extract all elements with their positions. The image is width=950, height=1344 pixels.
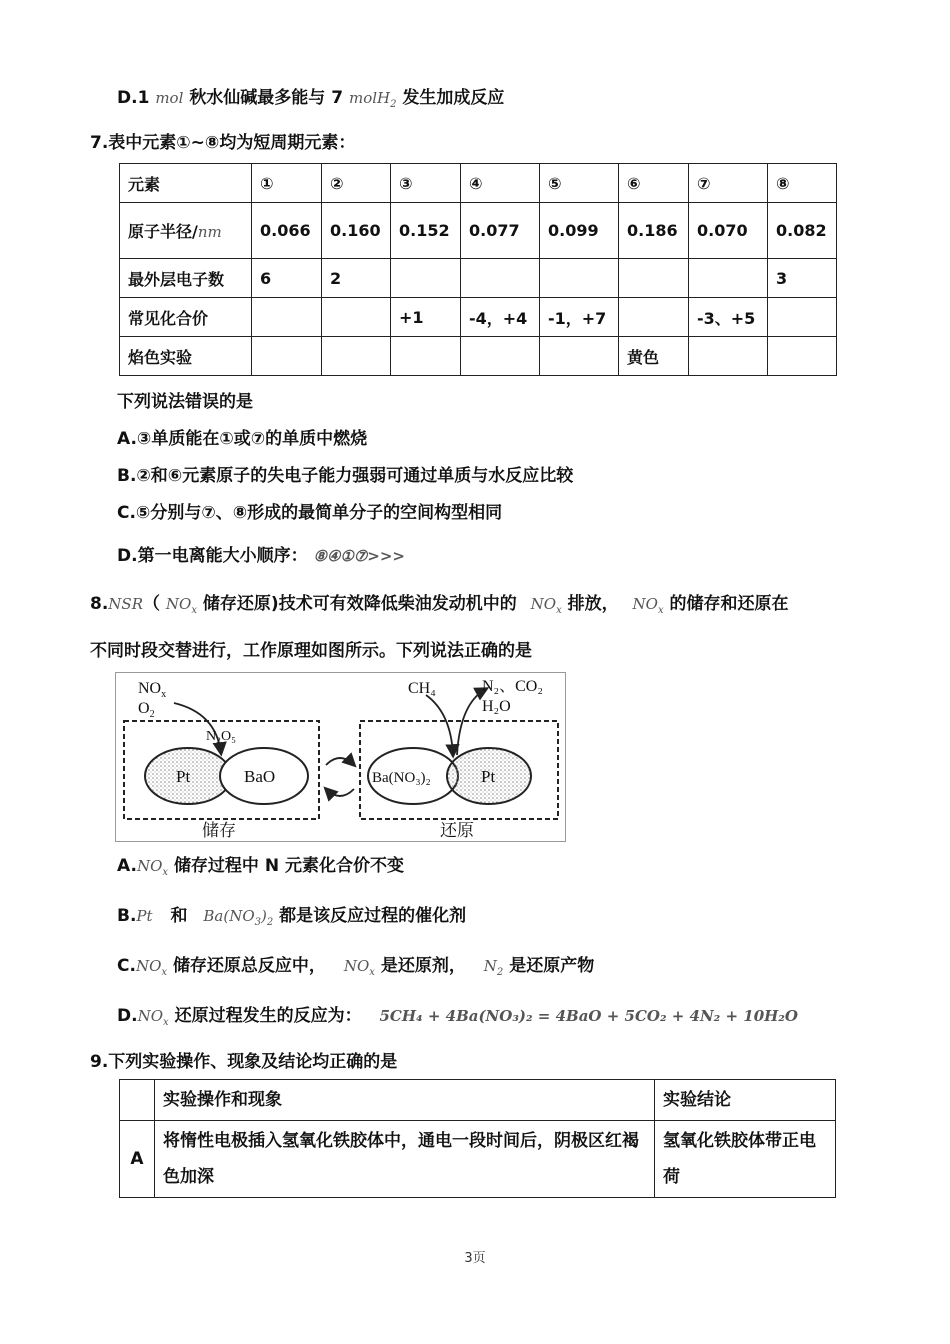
q8-option-a: $A.NO_x$ 储存过程中 N 元素化合价不变	[117, 856, 405, 878]
q8-stem-line1: 8.NSR（ $NO_x$ 储存还原)技术可有效降低柴油发动机中的 $NO_x$ 排放， $NO_x$ 的储存和还原在	[90, 594, 789, 616]
unit-nm: nm	[197, 223, 222, 241]
cycle-arrow-top	[326, 758, 354, 765]
nox-term: $NO_x$	[530, 595, 562, 616]
label-pt-right: Pt	[481, 767, 496, 786]
q7-option-b: B.②和⑥元素原子的失电子能力强弱可通过单质与水反应比较	[117, 466, 574, 486]
table-row: 常见化合价 +1 -4，+4 -1，+7 -3、+5	[120, 298, 837, 337]
q7-option-d: D.第一电离能大小顺序： ⑧④①⑦>>>	[117, 546, 405, 566]
q6d-prefix: D.1	[117, 88, 150, 108]
label-n2o5: N₂O₅	[206, 729, 236, 744]
nox-term: $NO_x$	[135, 957, 168, 978]
nsr-diagram-svg	[116, 673, 565, 841]
label-ba-nitrate: Ba(NO₃)₂	[372, 770, 431, 786]
q7-option-a: A.③单质能在①或⑦的单质中燃烧	[117, 429, 368, 449]
label-ch4: CH₄	[408, 680, 436, 697]
cycle-arrow-bottom	[326, 789, 354, 796]
table-header-row: 元素 ① ② ③ ④ ⑤ ⑥ ⑦ ⑧	[120, 164, 837, 203]
label-h2o: H₂O	[482, 698, 511, 715]
unit-molh2: molH$_2$	[348, 89, 397, 110]
nox-term: $NO_x$	[136, 857, 169, 878]
nox-in-arrow	[174, 703, 221, 753]
q8-option-d: $D.NO_x$ 还原过程发生的反应为： 5CH₄ + 4Ba(NO₃)₂ = 4BaO + 5CO₂ + 4N₂ + 10H₂O	[117, 1006, 798, 1028]
nsr-term: NSR	[108, 595, 143, 613]
label-pt-left: Pt	[176, 767, 191, 786]
experiment-table	[119, 1079, 836, 1198]
table-header-row: 实验操作和现象 实验结论	[120, 1080, 836, 1121]
pt-term: Pt	[136, 907, 153, 925]
nox-term: $NO_x$	[165, 595, 197, 616]
q6d-suffix: 发生加成反应	[402, 88, 505, 108]
q6d-text: 秋水仙碱最多能与 7	[189, 88, 344, 108]
table-row: A 将惰性电极插入氢氧化铁胶体中，通电一段时间后，阴极区红褐色加深 氢氧化铁胶体带正电荷	[120, 1121, 836, 1198]
label-bao: BaO	[244, 767, 276, 786]
page-number: 3页	[464, 1251, 486, 1266]
label-n2-co2: N₂、CO₂	[482, 678, 543, 695]
nox-term: $NO_x$	[632, 595, 664, 616]
q7-question: 下列说法错误的是	[117, 392, 253, 412]
label-o2: $O_2$	[138, 700, 155, 720]
table-row: 最外层电子数 6 2 3	[120, 259, 837, 298]
ba-nitrate-term: $Ba(NO_3)_2$	[203, 907, 274, 928]
q7-option-c: C.⑤分别与⑦、⑧形成的最简单分子的空间构型相同	[117, 503, 503, 523]
q8-option-b: B.Pt 和 $Ba(NO_3)_2$ 都是该反应过程的催化剂	[117, 906, 467, 928]
ch4-arrow	[426, 695, 453, 755]
table-row: 焰色实验 黄色	[120, 337, 837, 376]
nsr-diagram	[115, 672, 566, 842]
nox-term: $NO_x$	[343, 957, 375, 978]
q6-option-d	[117, 86, 504, 117]
nox-term: $NO_x$	[137, 1007, 169, 1028]
q7-stem: 7.表中元素①~⑧均为短周期元素：	[90, 133, 356, 153]
unit-mol: mol	[155, 89, 184, 107]
ionization-order: ⑧④①⑦>>>	[313, 547, 405, 565]
reduction-equation: 5CH₄ + 4Ba(NO₃)₂ = 4BaO + 5CO₂ + 4N₂ + 10H₂O	[379, 1007, 798, 1025]
q8-option-c: $C.NO_x$ 储存还原总反应中， $NO_x$ 是还原剂， $N_2$ 是还原产物	[117, 956, 595, 978]
n2-term: $N_2$	[483, 957, 504, 978]
q9-stem: 9.下列实验操作、现象及结论均正确的是	[90, 1052, 398, 1072]
table-row: 原子半径/nm 0.066 0.160 0.152 0.077 0.099 0.186 0.070 0.082	[120, 203, 837, 259]
label-storage: 储存	[202, 821, 236, 841]
label-reduction: 还原	[440, 821, 474, 841]
q8-stem-line2: 不同时段交替进行，工作原理如图所示。下列说法正确的是	[90, 641, 532, 661]
label-nox: $NO_x$	[138, 680, 167, 700]
element-table	[119, 163, 837, 376]
